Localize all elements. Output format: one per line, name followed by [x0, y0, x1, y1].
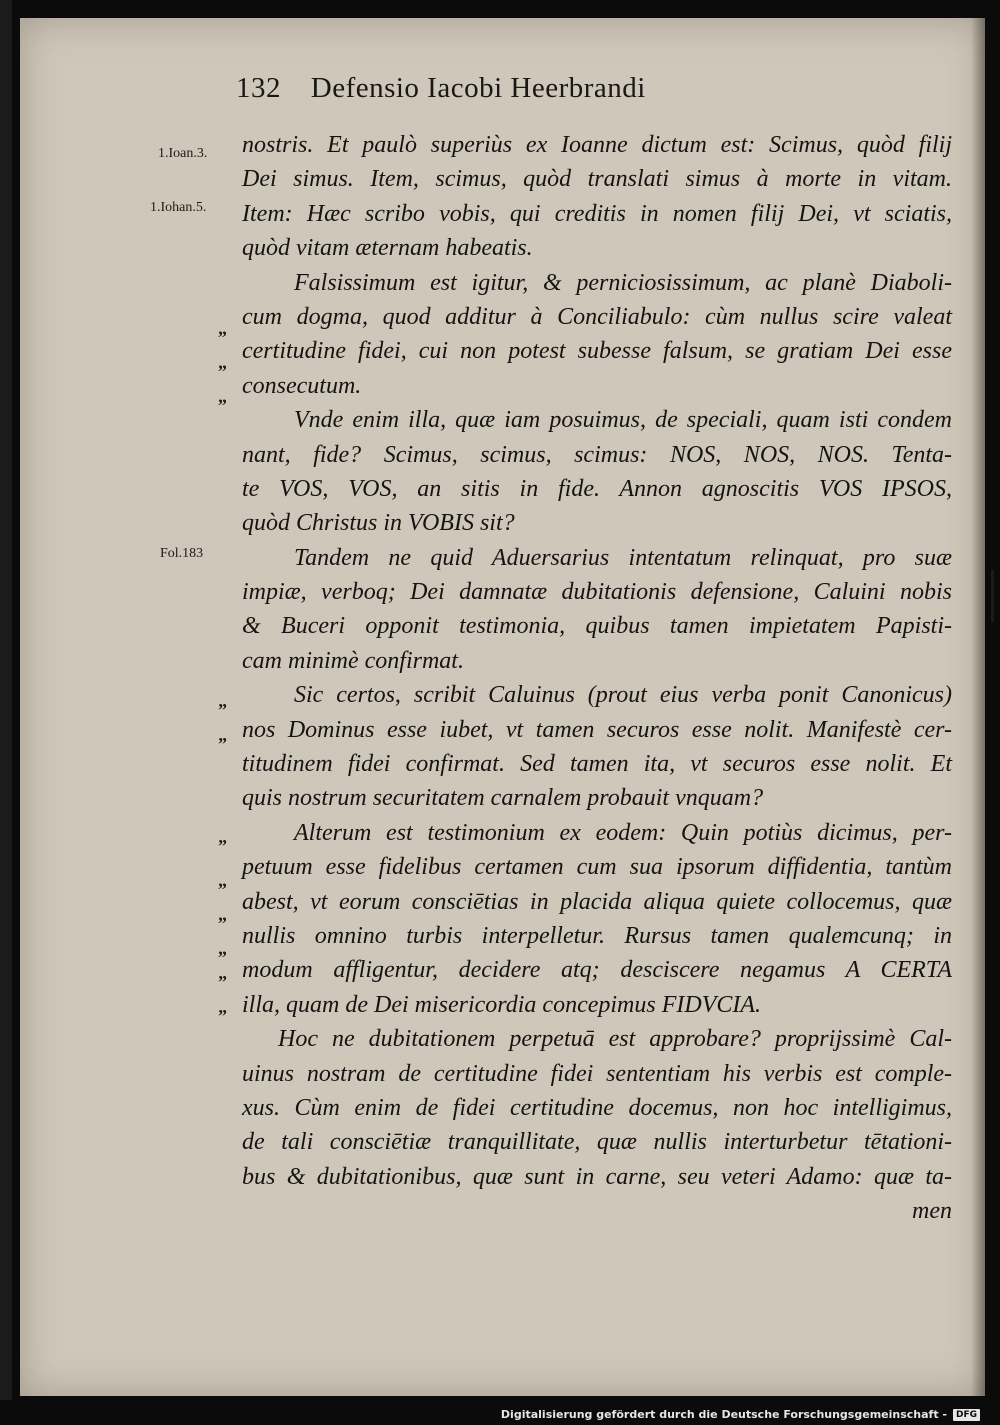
- text-line: nostris. Et paulò superiùs ex Ioanne dictum est: Scimus, quòd filij: [242, 132, 952, 158]
- text-line: bus & dubitationibus, quæ sunt in carne, seu veteri Adamo: quæ ta-: [242, 1163, 952, 1190]
- text-line: cam minimè confirmat.: [242, 647, 464, 674]
- text-line: impiæ, verboq; Dei damnatæ dubitationis defensione, Caluini nobis: [242, 579, 952, 606]
- margin-note-2: 1.Iohan.5.: [150, 200, 207, 215]
- quote-mark: ”: [218, 700, 227, 720]
- text-line: Item: Hæc scribo vobis, qui creditis in nomen filij Dei, vt sciatis,: [242, 200, 952, 227]
- text-line: titudinem fidei confirmat. Sed tamen ita, vt securos esse nolit. Et: [242, 751, 952, 778]
- text-line: illa, quam de Dei misericordia concepimus FIDVCIA.: [242, 991, 762, 1018]
- quote-mark: ”: [218, 734, 227, 754]
- quote-mark: „: [218, 938, 227, 958]
- quote-mark: „: [218, 904, 227, 924]
- margin-note-1: 1.Ioan.3.: [158, 146, 208, 161]
- text-line: & Buceri opponit testimonia, quibus tamen impietatem Papisti-: [242, 613, 952, 640]
- text-line: quòd Christus in VOBIS sit?: [242, 510, 515, 537]
- text-line: Falsissimum est igitur, & perniciosissimum, ac planè Diaboli-: [294, 269, 952, 296]
- dfg-logo: DFG: [953, 1409, 980, 1421]
- text-line: quis nostrum securitatem carnalem probauit vnquam?: [242, 785, 764, 812]
- text-line: uinus nostram de certitudine fidei sententiam his verbis est comple-: [242, 1060, 952, 1087]
- quote-mark: ”: [218, 972, 227, 992]
- text-line: nos Dominus esse iubet, vt tamen securos esse nolit. Manifestè cer-: [242, 716, 952, 743]
- page-number: 132: [236, 72, 281, 104]
- text-line: nullis omnino turbis interpelletur. Rursus tamen qualemcunq; in: [242, 922, 952, 949]
- text-line: abest, vt eorum consciētias in placida aliqua quiete collocemus, quæ: [242, 888, 952, 915]
- text-line: de tali consciētiæ tranquillitate, quæ nullis interturbetur tētationi-: [242, 1129, 952, 1156]
- text-line: Vnde enim illa, quæ iam posuimus, de speciali, quam isti condem: [294, 407, 952, 434]
- text-line: Hoc ne dubitationem perpetuā est approbare? proprijssimè Cal-: [278, 1026, 952, 1053]
- text-line: Sic certos, scribit Caluinus (prout eius verba ponit Canonicus): [294, 682, 952, 709]
- quote-mark: ”: [218, 836, 227, 856]
- text-line: petuum esse fidelibus certamen cum sua ipsorum diffidentia, tantùm: [242, 854, 952, 881]
- text-line: Alterum est testimonium ex eodem: Quin potiùs dicimus, per-: [294, 819, 952, 846]
- text-line: quòd vitam æternam habeatis.: [242, 235, 533, 262]
- running-head: [236, 72, 646, 105]
- text-line: Tandem ne quid Aduersarius intentatum relinquat, pro suæ: [294, 544, 952, 571]
- body-text: [242, 128, 952, 1229]
- quote-mark: „: [218, 318, 227, 338]
- text-line: nant, fide? Scimus, scimus, scimus: NOS, NOS, NOS. Tenta-: [242, 441, 952, 468]
- funding-footer: [501, 1408, 980, 1421]
- quote-mark: ”: [218, 1006, 227, 1026]
- text-line: Dei simus. Item, scimus, quòd translati simus à morte in vitam.: [242, 166, 952, 193]
- page-edge-mark: [991, 570, 994, 622]
- quote-mark: „: [218, 386, 227, 406]
- quote-mark: „: [218, 870, 227, 890]
- text-line: certitudine fidei, cui non potest subesse falsum, se gratiam Dei esse: [242, 338, 952, 365]
- text-line: consecutum.: [242, 372, 362, 399]
- gutter-shadow: [971, 18, 985, 1396]
- catchword: men: [912, 1198, 952, 1225]
- quote-mark: „: [218, 352, 227, 372]
- footer-text: Digitalisierung gefördert durch die Deutsche Forschungsgemeinschaft -: [500, 1408, 947, 1421]
- scan-left-edge: [0, 0, 12, 1400]
- margin-note-3: Fol.183: [160, 546, 204, 561]
- page-title: Defensio Iacobi Heerbrandi: [310, 72, 646, 104]
- text-line: modum affligentur, decidere atq; desciscere negamus A CERTA: [242, 957, 952, 984]
- text-line: xus. Cùm enim de fidei certitudine docemus, non hoc intelligimus,: [242, 1094, 952, 1121]
- text-line: cum dogma, quod additur à Conciliabulo: cùm nullus scire valeat: [242, 303, 952, 330]
- text-line: te VOS, VOS, an sitis in fide. Annon agnoscitis VOS IPSOS,: [242, 475, 952, 502]
